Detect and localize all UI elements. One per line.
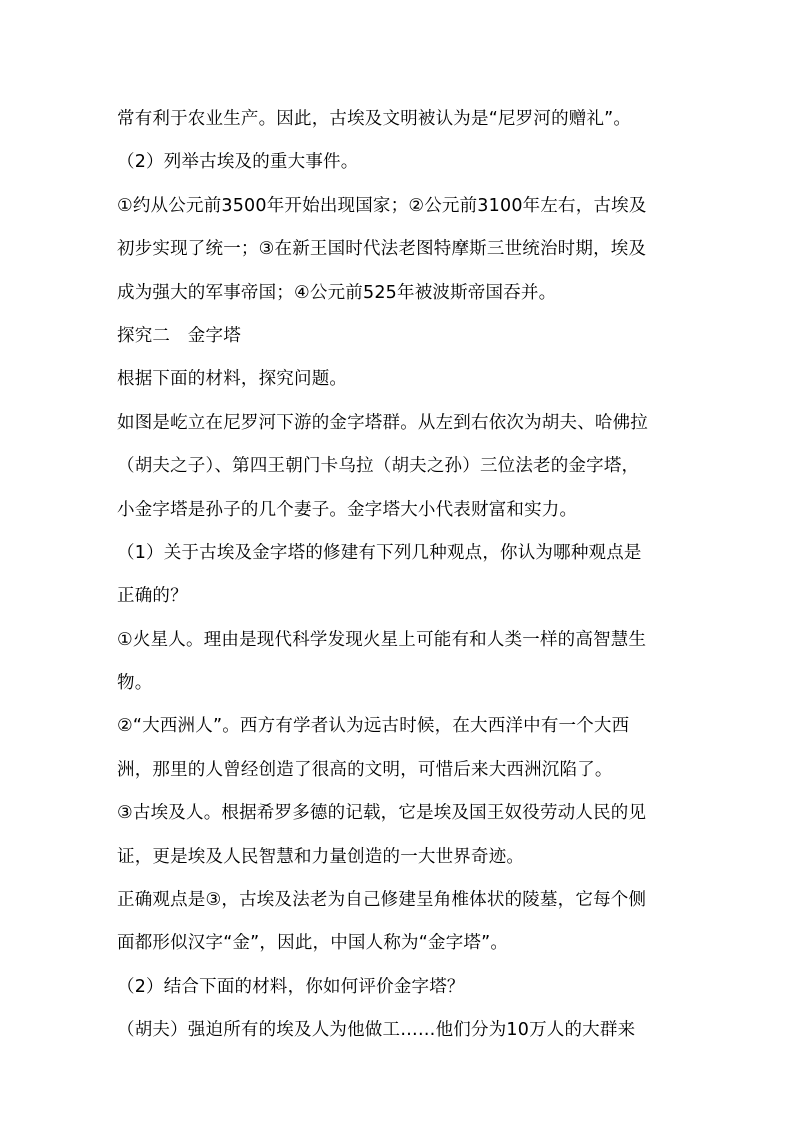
paragraph-line-3: ①约从公元前3500年开始出现国家；②公元前3100年左右，古埃及 (117, 195, 647, 216)
paragraph-line-20: 面都形似汉字“金”，因此，中国人称为“金字塔”。 (117, 933, 509, 954)
paragraph-line-21: （2）结合下面的材料，你如何评价金字塔？ (117, 976, 465, 997)
paragraph-line-2: （2）列举古埃及的重大事件。 (117, 152, 359, 173)
paragraph-line-1: 常有利于农业生产。因此，古埃及文明被认为是“尼罗河的赠礼”。 (117, 109, 632, 129)
paragraph-line-9: （胡夫之子）、第四王朝门卡乌拉（胡夫之孙）三位法老的金字塔， (117, 456, 640, 477)
paragraph-line-22: （胡夫）强迫所有的埃及人为他做工……他们分为10万人的大群来 (117, 1020, 636, 1041)
paragraph-line-16: 洲，那里的人曾经创造了很高的文明，可惜后来大西洲沉陷了。 (117, 759, 613, 780)
paragraph-line-8: 如图是屹立在尼罗河下游的金字塔群。从左到右依次为胡夫、哈佛拉 (117, 412, 648, 433)
paragraph-line-19: 正确观点是③，古埃及法老为自己修建呈角椎体状的陵墓，它每个侧 (117, 890, 647, 911)
paragraph-line-11: （1）关于古埃及金字塔的修建有下列几种观点，你认为哪种观点是 (117, 542, 642, 563)
paragraph-line-17: ③古埃及人。根据希罗多德的记载，它是埃及国王奴役劳动人民的见 (117, 803, 647, 824)
document-body (117, 98, 682, 1053)
paragraph-line-10: 小金字塔是孙子的几个妻子。金字塔大小代表财富和实力。 (117, 499, 578, 520)
paragraph-line-15: ②“大西洲人”。西方有学者认为远古时候，在大西洋中有一个大西 (117, 716, 630, 737)
paragraph-line-14: 物。 (117, 673, 153, 694)
paragraph-line-4: 初步实现了统一；③在新王国时代法老图特摩斯三世统治时期，埃及 (117, 239, 647, 260)
paragraph-line-18: 证，更是埃及人民智慧和力量创造的一大世界奇迹。 (117, 846, 525, 867)
paragraph-line-13: ①火星人。理由是现代科学发现火星上可能有和人类一样的高智慧生 (117, 629, 647, 650)
paragraph-line-12: 正确的？ (117, 586, 188, 607)
section-heading: 探究二 金字塔 (117, 325, 241, 346)
paragraph-line-7: 根据下面的材料，探究问题。 (117, 369, 348, 390)
paragraph-line-5: 成为强大的军事帝国；④公元前525年被波斯帝国吞并。 (117, 282, 557, 303)
